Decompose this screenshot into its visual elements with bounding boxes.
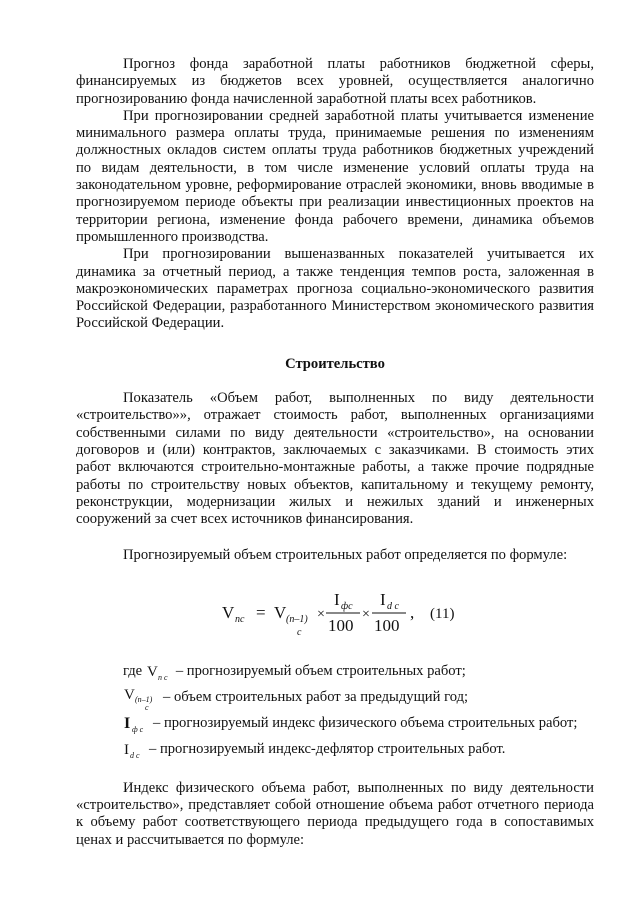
formula-comma: , <box>410 602 415 622</box>
formula-frac2-num-sub: d c <box>387 600 399 612</box>
svg-text:V: V <box>146 663 158 680</box>
paragraph-physical-volume-index: Индекс физического объема работ, выполненных по виду деятельности «строительство», представляет собой отношение объема работ отчетного периода к объему работ соответствующего периода предыдущего года в сопоставимых ценах и рассчитывается по формуле: <box>76 779 594 848</box>
svg-text:c: c <box>145 702 149 711</box>
formula-graphic <box>222 583 472 641</box>
svg-text:I: I <box>124 741 129 758</box>
paragraph-average-wage-forecast: При прогнозировании средней заработной платы учитывается изменение минимального размера оплаты труда, принимаемые решения по изменениям должностных окладов систем оплаты труда работников бюджетных учреждений по видам деятельности, в том числе изменение условий оплаты труда на законодательном уровне, реформирование отраслей экономики, вновь вводимые в прогнозируемом периоде объекты при реализации инвестиционных проектов на территории региона, изменение фонда рабочего времени, динамика объемов промышленного производства. <box>76 107 594 245</box>
formula-equals: = <box>256 602 266 622</box>
formula-intro-text: Прогнозируемый объем строительных работ определяется по формуле: <box>123 547 568 564</box>
legend-symbol-1 <box>146 661 172 683</box>
legend-line-2 <box>123 685 594 711</box>
formula-number: (11) <box>430 605 455 622</box>
paragraph-indicator-dynamics: При прогнозировании вышеназванных показателей учитывается их динамика за отчетный период, а также тенденция темпов роста, заложенная в макроэкономических параметрах прогноза социально-экономического развития Российской Федерации, разработанного Министерством экономического развития Российской Федерации. <box>76 246 594 332</box>
legend-symbol-3 <box>123 713 149 735</box>
legend-line-1 <box>123 659 594 685</box>
formula-lhs: V <box>222 602 235 622</box>
formula-times-2: × <box>362 606 370 622</box>
formula-legend <box>123 659 594 763</box>
formula-frac1-num-sub: фс <box>341 600 353 612</box>
svg-text:п с: п с <box>157 672 168 682</box>
legend-desc-1: – прогнозируемый объем строительных работ; <box>175 663 466 680</box>
formula-frac2-den: 100 <box>374 615 400 635</box>
formula-term1: V <box>274 602 287 622</box>
formula-frac1-num: I <box>334 589 340 609</box>
paragraph-budget-wage-fund: Прогноз фонда заработной платы работников бюджетной сферы, финансируемых из бюджетов всех уровней, осуществляется аналогично прогнозированию фонда начисленной заработной платы всех работников. <box>76 56 594 107</box>
legend-line-3 <box>123 711 594 737</box>
svg-text:d с: d с <box>130 750 140 760</box>
legend-symbol-4 <box>123 739 145 761</box>
svg-text:(n–1): (n–1) <box>135 694 153 704</box>
formula-term1-sub2: c <box>297 626 302 638</box>
formula-term1-sub: (n–1) <box>286 613 308 625</box>
formula-frac1-den: 100 <box>328 615 354 635</box>
legend-line-4 <box>123 737 594 763</box>
formula-frac2-num: I <box>380 589 386 609</box>
legend-desc-3: – прогнозируемый индекс физического объема строительных работ; <box>153 715 578 732</box>
svg-text:V: V <box>124 686 135 703</box>
paragraph-construction-indicator: Показатель «Объем работ, выполненных по виду деятельности «строительство»», отражает стоимость работ, выполненных организациями собственными силами по виду деятельности «строительство», на основании договоров и (или) контрактов, заключаемых с заказчиками. В стоимость этих работ включаются строительно-монтажные работы, а также прочие подрядные работы по строительству новых объектов, капитальному и текущему ремонту, реконструкции, модернизации жилых и нежилых зданий и инженерных сооружений за счет всех источников финансирования. <box>76 390 594 528</box>
formula-11 <box>76 583 594 641</box>
legend-desc-2: – объем строительных работ за предыдущий год; <box>163 689 469 706</box>
formula-lhs-sub: пс <box>235 613 245 625</box>
svg-text:I: I <box>124 714 131 732</box>
formula-times-1: × <box>317 606 325 622</box>
section-heading: Строительство <box>285 355 385 372</box>
legend-symbol-2 <box>123 685 159 711</box>
legend-where: где <box>123 663 143 680</box>
legend-desc-4: – прогнозируемый индекс-дефлятор строительных работ. <box>149 741 506 758</box>
svg-text:ф с: ф с <box>132 724 144 734</box>
